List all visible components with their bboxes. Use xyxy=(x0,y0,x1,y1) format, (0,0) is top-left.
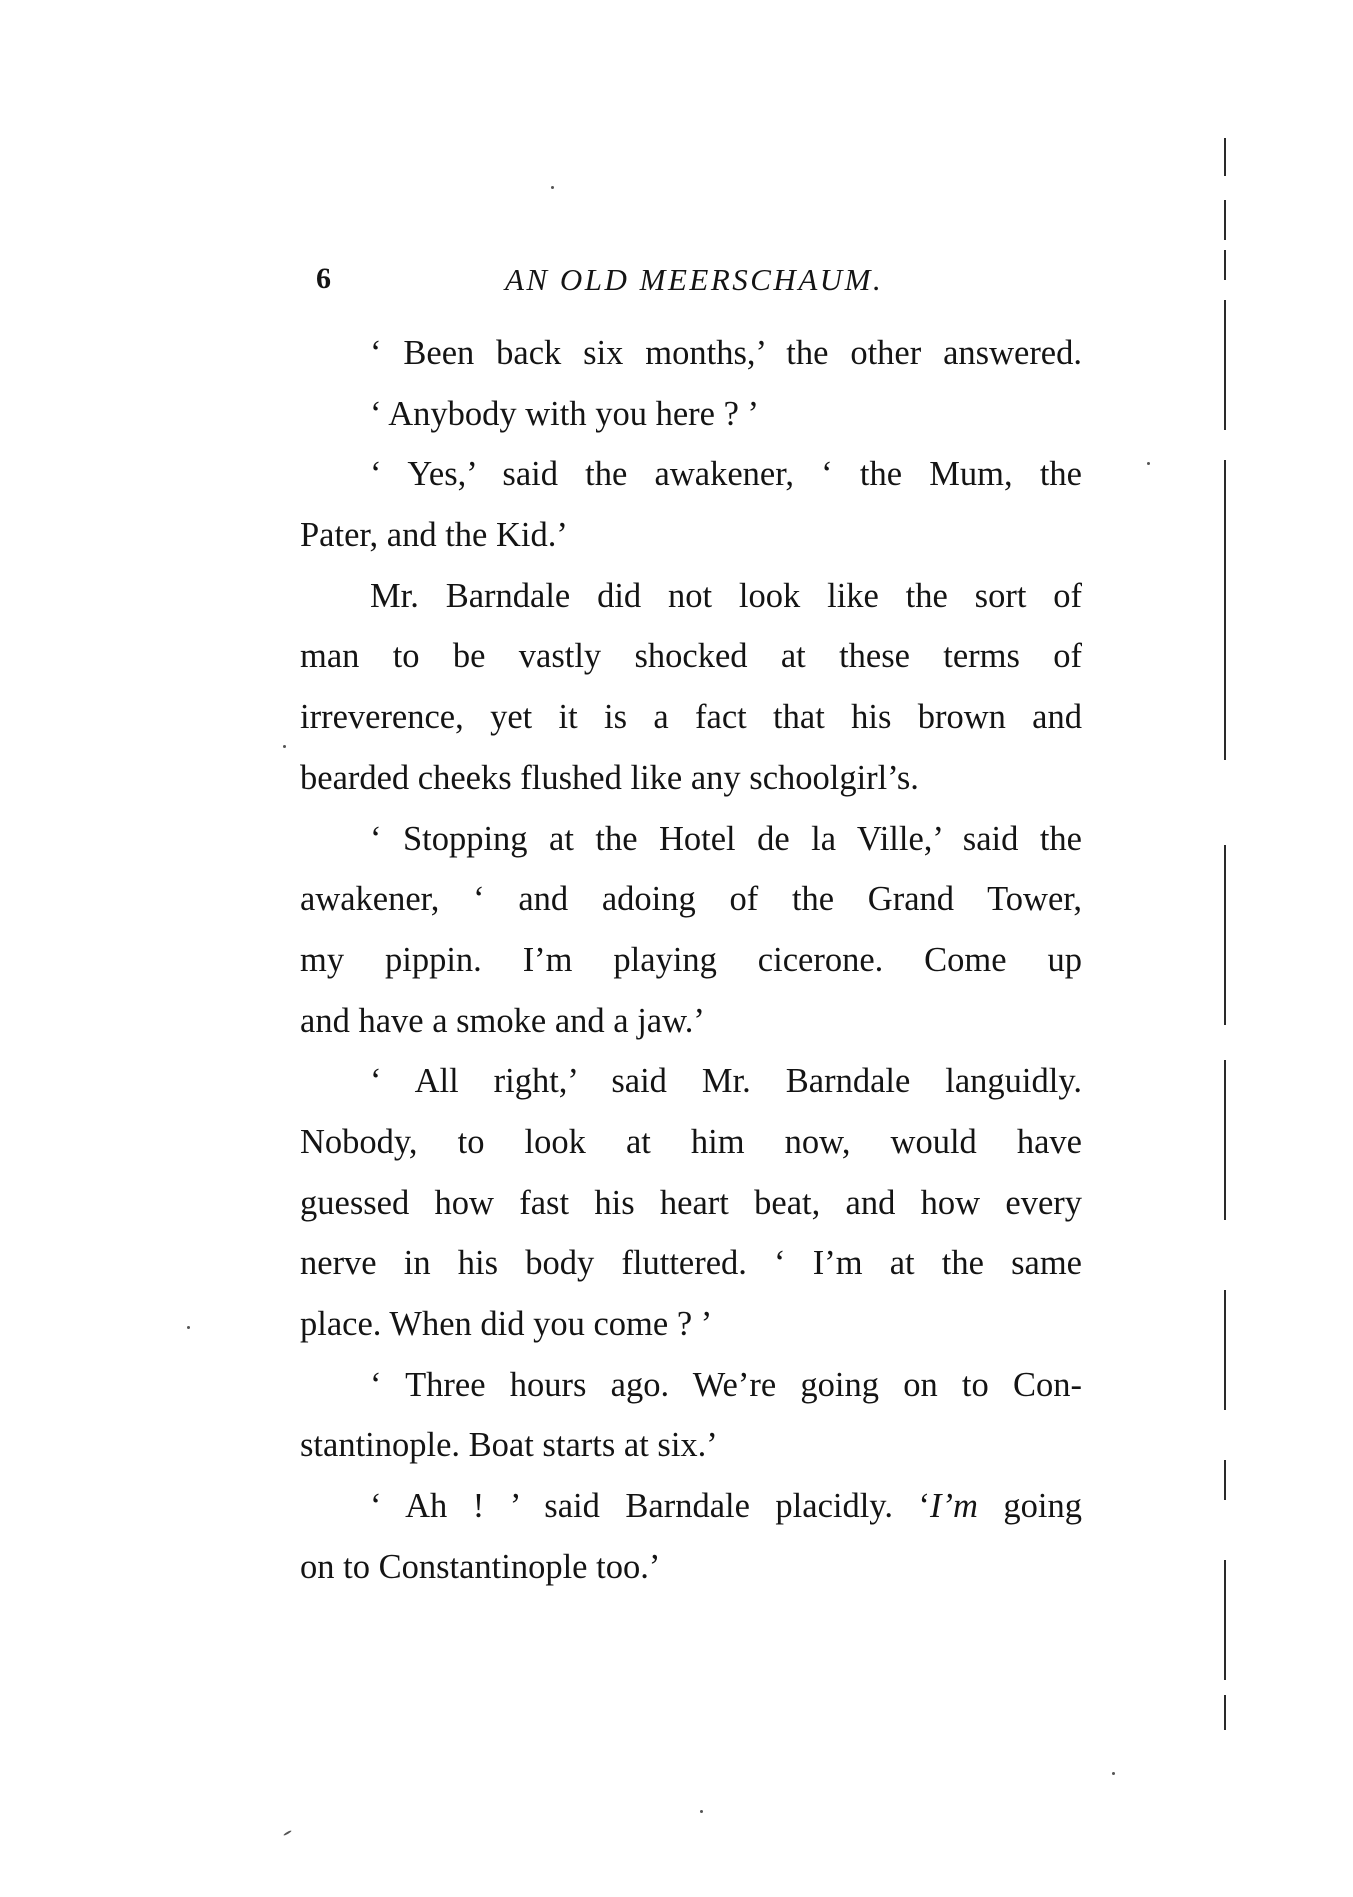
scan-speck xyxy=(187,1326,190,1329)
text-line: stantinople. Boat starts at six.’ xyxy=(300,1426,718,1465)
margin-rule xyxy=(1224,460,1226,760)
margin-rule xyxy=(1224,300,1226,430)
text-line: irreverence, yet it is a fact that his brown and xyxy=(300,698,1082,737)
margin-rule xyxy=(1224,1060,1226,1220)
scan-speck xyxy=(1112,1772,1115,1775)
page-header xyxy=(316,262,1078,312)
text-line: ‘ All right,’ said Mr. Barndale languidly. xyxy=(370,1062,1082,1101)
margin-rule xyxy=(1224,138,1226,176)
page-number: 6 xyxy=(316,262,331,295)
text-line: Mr. Barndale did not look like the sort of xyxy=(370,576,1082,615)
margin-rule xyxy=(1224,1560,1226,1680)
scan-speck xyxy=(551,186,554,189)
running-title: AN OLD MEERSCHAUM. xyxy=(505,262,884,297)
text-line: awakener, ‘ and adoing of the Grand Tower, xyxy=(300,880,1082,919)
text-line: Pater, and the Kid.’ xyxy=(300,516,568,555)
text-line: ‘ Stopping at the Hotel de la Ville,’ said the xyxy=(370,819,1082,858)
margin-rule xyxy=(1224,1695,1226,1730)
text-line xyxy=(300,1476,1082,1537)
scan-speck xyxy=(700,1810,703,1813)
text-line: guessed how fast his heart beat, and how every xyxy=(300,1183,1082,1222)
text-line: and have a smoke and a jaw.’ xyxy=(300,1001,705,1040)
text-line: place. When did you come ? ’ xyxy=(300,1305,713,1343)
text-line: ‘ Yes,’ said the awakener, ‘ the Mum, the xyxy=(370,455,1082,494)
scan-speck xyxy=(283,745,286,748)
text-line: Nobody, to look at him now, would have xyxy=(300,1122,1082,1161)
scan-speck xyxy=(283,1830,292,1836)
margin-rule xyxy=(1224,1290,1226,1410)
text-line: on to Constantinople too.’ xyxy=(300,1547,661,1586)
body-text xyxy=(300,323,1082,1597)
margin-rule xyxy=(1224,250,1226,280)
scan-speck xyxy=(1147,462,1150,465)
text-line: ‘ Been back six months,’ the other answered. xyxy=(370,334,1082,372)
margin-rule xyxy=(1224,200,1226,240)
text-line: ‘ Anybody with you here ? ’ xyxy=(370,394,760,433)
margin-rule xyxy=(1224,845,1226,1025)
italic-emphasis: I’m xyxy=(929,1487,978,1526)
text-segment: going xyxy=(977,1487,1082,1526)
text-segment: ‘ Ah ! ’ said Barndale placidly. ‘ xyxy=(370,1487,930,1526)
text-line: nerve in his body fluttered. ‘ I’m at the same xyxy=(300,1244,1082,1283)
text-line: man to be vastly shocked at these terms of xyxy=(300,637,1082,676)
text-line: ‘ Three hours ago. We’re going on to Con- xyxy=(370,1365,1082,1404)
text-line: bearded cheeks flushed like any schoolgirl’s. xyxy=(300,758,919,797)
margin-rule xyxy=(1224,1460,1226,1500)
text-line: my pippin. I’m playing cicerone. Come up xyxy=(300,940,1082,979)
